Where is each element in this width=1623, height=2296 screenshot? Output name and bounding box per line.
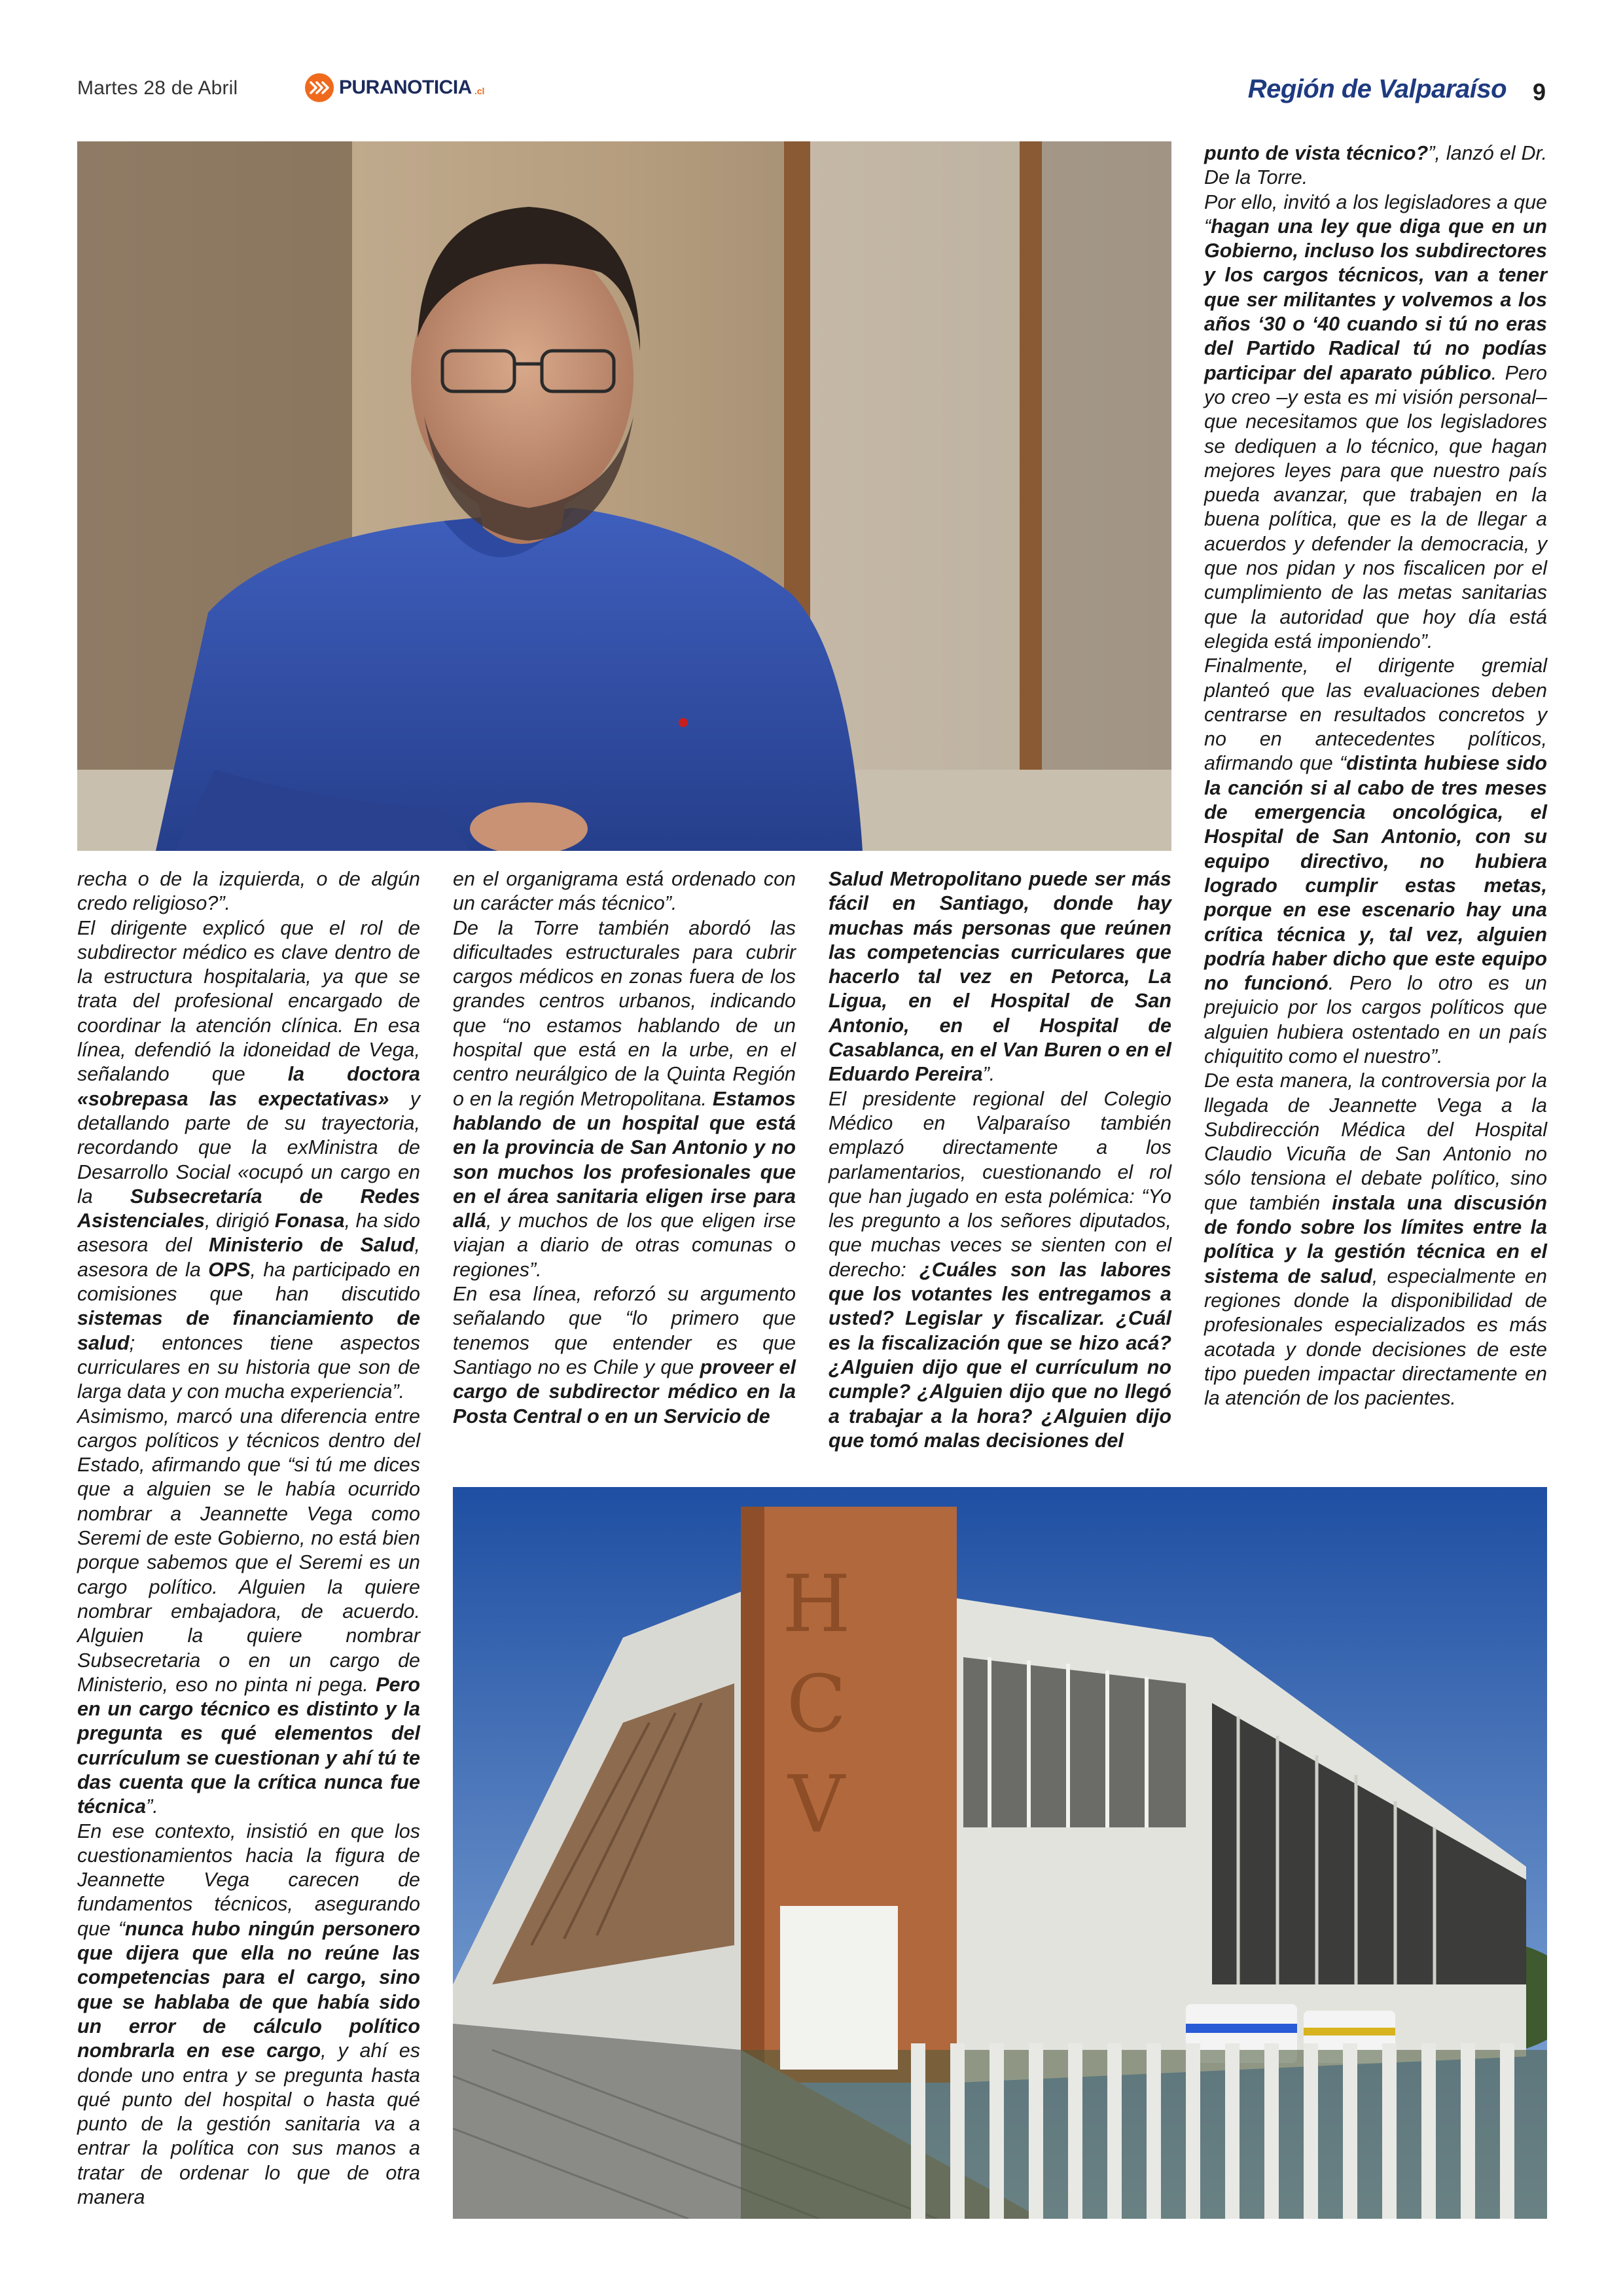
body-text: Asimismo, marcó una diferencia entre cargos políticos y técnicos dentro del Estado, afirmando que “si tú me dices que a alguien se le había ocurrido nombrar a Jeannette Vega como Seremi de este Gobierno, no está bien porque sabemos que el Seremi es un cargo político. Alguien la quiere nombrar embajadora, de acuerdo. Alguien la quiere nombrar Subsecretaria o en un cargo de Ministerio, eso no pinta ni pega. bbox=[77, 1405, 420, 1696]
building-sign: HCV bbox=[771, 1559, 862, 1859]
article-column-3 bbox=[829, 867, 1171, 1453]
body-text: y detallando parte de su trayectoria, recordando que la exMinistra de Desarrollo Social «ocupó un cargo en la bbox=[77, 1087, 420, 1208]
bold-text: distinta hubiese sido la canción si al cabo de tres meses de emergencia oncológica, el Hospital de San Antonio, con su equipo directivo, no hubiera logrado cumplir estas metas, porque en ese escenario hay una crítica técnica y, tal vez, alguien podría haber dicho que este equipo no funcionó bbox=[1204, 752, 1547, 995]
bold-text: hagan una ley que diga que en un Gobierno, incluso los subdirectores y los cargos técnicos, van a tener que ser militantes y volvemos a los años ‘30 o ‘40 cuando si tú no eras del Partido Radical tú no podías participar del aparato público bbox=[1204, 215, 1547, 384]
bold-text: proveer el cargo de subdirector médico en la Posta Central o en un Servicio de bbox=[453, 1355, 796, 1427]
body-text: , dirigió bbox=[204, 1210, 275, 1232]
body-text: , asesora de la bbox=[77, 1234, 420, 1281]
portrait-photo bbox=[77, 141, 1171, 851]
bold-text: Estamos hablando de un hospital que está en la provincia de San Antonio y no son muchos los profesionales que en el área sanitaria eligen irse para allá bbox=[453, 1087, 796, 1232]
paragraph bbox=[1204, 190, 1547, 655]
body-text: Finalmente, el dirigente gremial planteó que las evaluaciones deben centrarse en resultados concretos y no en antecedentes políticos, afirmando que “ bbox=[1204, 655, 1547, 775]
paragraph bbox=[829, 867, 1171, 1087]
bold-text: Subsecretaría de Redes Asistenciales bbox=[77, 1185, 420, 1232]
body-text: , y muchos de los que eligen irse viajan a diario de otras comunas o regiones”. bbox=[453, 1210, 796, 1281]
hospital-photo bbox=[453, 1487, 1547, 2219]
paragraph bbox=[77, 1820, 420, 2210]
chevrons-icon bbox=[305, 73, 334, 102]
page-number: 9 bbox=[1532, 79, 1546, 105]
brand-logo bbox=[305, 73, 484, 102]
article-column-4 bbox=[1204, 141, 1547, 1410]
bold-text: Salud Metropolitano puede ser más fácil en Santiago, donde hay muchas más personas que reúnen las competencias curriculares que hacerlo tal vez en Petorca, La Ligua, en el Hospital de San Antonio, en el Hospital de Casablanca, en el Van Buren o en el Eduardo Pereira bbox=[829, 868, 1171, 1086]
paragraph bbox=[829, 1087, 1171, 1453]
body-text: De la Torre también abordó las dificultades estructurales para cubrir cargos médicos en zonas fuera de los grandes centros urbanos, indicando que “no estamos hablando de un hospital que está en la urbe, en el centro neurálgico de la Quinta Región o en la región Metropolitana. bbox=[453, 916, 796, 1110]
paragraph bbox=[1204, 1069, 1547, 1410]
bold-text: instala una discusión de fondo sobre los límites entre la política y la gestión técnica en el sistema de salud bbox=[1204, 1191, 1547, 1287]
body-text: En ese contexto, insistió en que los cuestionamientos hacia la figura de Jeannette Vega carecen de fundamentos técnicos, asegurando que “ bbox=[77, 1820, 420, 1940]
issue-date: Martes 28 de Abril bbox=[77, 77, 238, 99]
body-text: en el organigrama está ordenado con un carácter más técnico”. bbox=[453, 868, 796, 915]
body-text: , especialmente en regiones donde la disponibilidad de profesionales especializados es más acotada y donde decisiones de este tipo pueden impactar directamente en la atención de los pacientes. bbox=[1204, 1265, 1547, 1410]
bold-text: la doctora «sobrepasa las expectativas» bbox=[77, 1063, 420, 1110]
paragraph bbox=[77, 916, 420, 1405]
bold-text: OPS bbox=[208, 1258, 251, 1281]
body-text: , ha participado en comisiones que han discutido bbox=[77, 1258, 420, 1306]
article-column-2 bbox=[453, 867, 796, 1429]
body-text: , y ahí es donde uno entra y se pregunta hasta qué punto del hospital o hasta qué punto de la gestión sanitaria va a entrar la política con sus manos a tratar de ordenar lo que de otra manera bbox=[77, 2039, 420, 2209]
body-text: recha o de la izquierda, o de algún credo religioso?”. bbox=[77, 868, 420, 915]
body-text: . Pero lo otro es un prejuicio por los cargos políticos que alguien hubiera ostentado en un país chiquitito como el nuestro”. bbox=[1204, 972, 1548, 1067]
paragraph bbox=[77, 1405, 420, 1820]
brand-suffix: .cl bbox=[474, 86, 485, 96]
paragraph bbox=[1204, 141, 1547, 190]
body-text: ”. bbox=[982, 1063, 995, 1086]
bold-text: Ministerio de Salud bbox=[209, 1234, 415, 1257]
bold-text: punto de vista técnico? bbox=[1204, 142, 1429, 164]
article-column-1 bbox=[77, 867, 420, 2210]
body-text: De esta manera, la controversia por la llegada de Jeannette Vega a la Subdirección Médica del Hospital Claudio Vicuña de San Antonio no sólo tensiona el debate político, sino que también bbox=[1204, 1069, 1547, 1214]
paragraph bbox=[453, 916, 796, 1282]
body-text: ; entonces tiene aspectos curriculares en su historia que son de larga data y con mucha experiencia”. bbox=[77, 1331, 420, 1403]
body-text: ”, lanzó el Dr. De la Torre. bbox=[1204, 142, 1548, 189]
brand-name: PURANOTICIA bbox=[339, 77, 472, 98]
bold-text: Pero en un cargo técnico es distinto y la pregunta es qué elementos del currículum se cuestionan y ahí tú te das cuenta que la crítica nunca fue técnica bbox=[77, 1673, 420, 1818]
body-text: Por ello, invitó a los legisladores a que “ bbox=[1204, 190, 1547, 238]
paragraph bbox=[1204, 654, 1547, 1069]
body-text: El dirigente explicó que el rol de subdirector médico es clave dentro de la estructura hospitalaria, ya que se trata del profesional encargado de coordinar la atención clínica. En esa línea, defendió la idoneidad de Vega, señalando que bbox=[77, 916, 420, 1086]
body-text: , ha sido asesora del bbox=[77, 1210, 420, 1257]
paragraph bbox=[77, 867, 420, 916]
bold-text: Fonasa bbox=[274, 1210, 345, 1232]
bold-text: nunca hubo ningún personero que dijera que ella no reúne las competencias para el cargo, sino que se hablaba de que había sido un error de cálculo político nombrarla en ese cargo bbox=[77, 1917, 420, 2062]
section-title: Región de Valparaíso bbox=[1247, 75, 1507, 103]
body-text: El presidente regional del Colegio Médico en Valparaíso también emplazó directamente a los parlamentarios, cuestionando el rol que han jugado en esta polémica: “Yo les pregunto a los señores diputados, que muchas veces se sienten con el derecho: bbox=[829, 1087, 1171, 1281]
body-text: . Pero yo creo –y esta es mi visión personal– que necesitamos que los legisladores se dediquen a lo técnico, que hagan mejores leyes para que nuestro país pueda avanzar, que trabajen en la buena política, que es la de llegar a acuerdos y defender la democracia, y que nos pidan y nos fiscalicen por el cumplimiento de las metas sanitarias que la autoridad que hoy día está elegida está imponiendo”. bbox=[1204, 361, 1548, 653]
paragraph bbox=[453, 867, 796, 916]
body-text: ”. bbox=[146, 1795, 158, 1818]
bold-text: ¿Cuáles son las labores que los votantes les entregamos a usted? Legislar y fiscalizar. ¿Cuál es la fiscalización que se hizo acá? ¿Alguien dijo que el currículum no cumple? ¿Alguien dijo que no llegó a trabajar a la hora? ¿Alguien dijo que tomó malas decisiones del bbox=[829, 1258, 1171, 1452]
paragraph bbox=[453, 1282, 796, 1429]
body-text: En esa línea, reforzó su argumento señalando que “lo primero que tenemos que entender es que Santiago no es Chile y que bbox=[453, 1283, 796, 1378]
bold-text: sistemas de financiamiento de salud bbox=[77, 1307, 420, 1354]
